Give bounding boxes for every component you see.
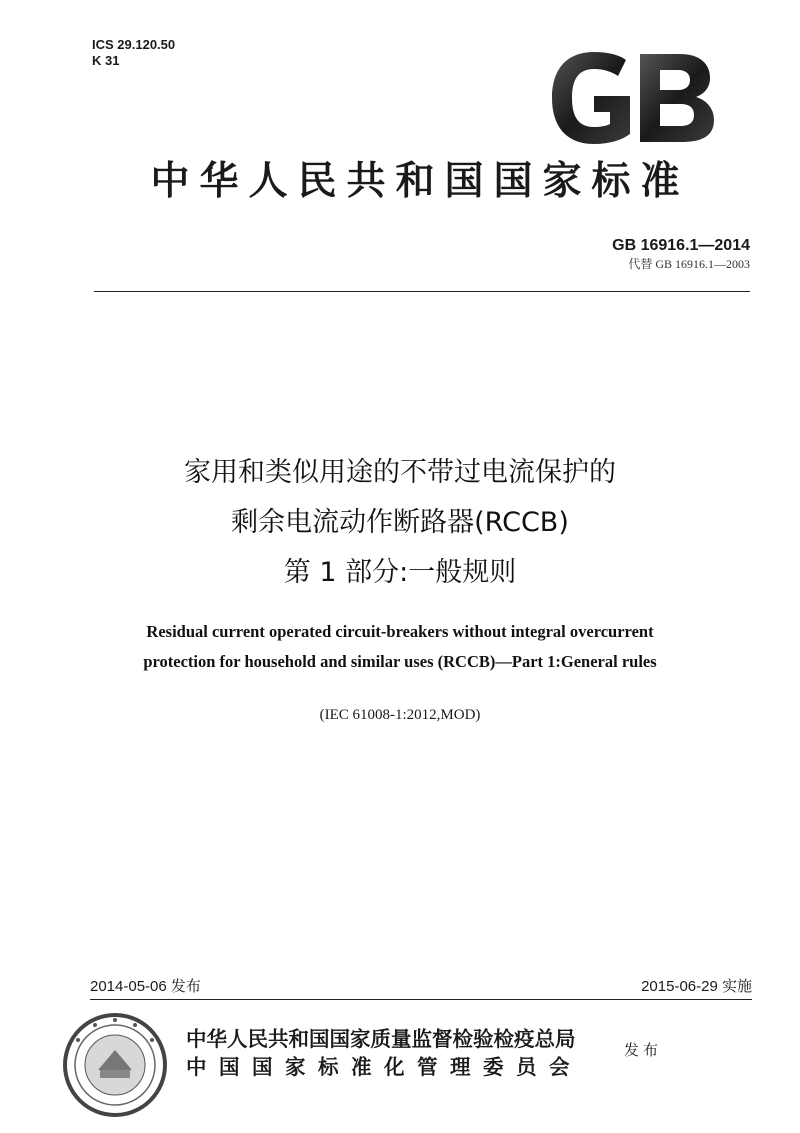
english-title (60, 617, 740, 677)
standard-type-title: 中华人民共和国国家标准 (150, 159, 690, 204)
official-seal-icon (60, 1010, 170, 1120)
publish-date: 2014-05-06 发布 (90, 978, 201, 995)
english-title-line: Residual current operated circuit-breakers without integral overcurrent (146, 622, 654, 641)
replaces-standard: 代替 GB 16916.1—2003 (628, 257, 750, 271)
iec-reference: (IEC 61008-1:2012,MOD) (319, 707, 481, 723)
footer-divider (90, 999, 752, 1000)
gb-logo (548, 46, 718, 150)
issue-label: 发布 (624, 1041, 663, 1059)
issuer-aqsiq: 中华人民共和国国家质量监督检验检疫总局 (186, 1027, 576, 1051)
chinese-title-line: 剩余电流动作断路器(RCCB) (231, 507, 569, 538)
issuer-sac: 中国国家标准化管理委员会 (186, 1055, 582, 1079)
ics-code: ICS 29.120.50 (92, 37, 176, 52)
classification-codes (92, 37, 175, 69)
ccs-code: K 31 (92, 53, 120, 68)
chinese-title (60, 448, 740, 598)
chinese-title-line: 第 1 部分:一般规则 (283, 557, 517, 588)
chinese-title-line: 家用和类似用途的不带过电流保护的 (184, 457, 616, 488)
implement-date: 2015-06-29 实施 (641, 978, 752, 995)
standard-number: GB 16916.1—2014 (612, 237, 750, 254)
header-divider (94, 291, 750, 292)
english-title-line: protection for household and similar uses (RCCB)—Part 1:General rules (143, 652, 657, 671)
